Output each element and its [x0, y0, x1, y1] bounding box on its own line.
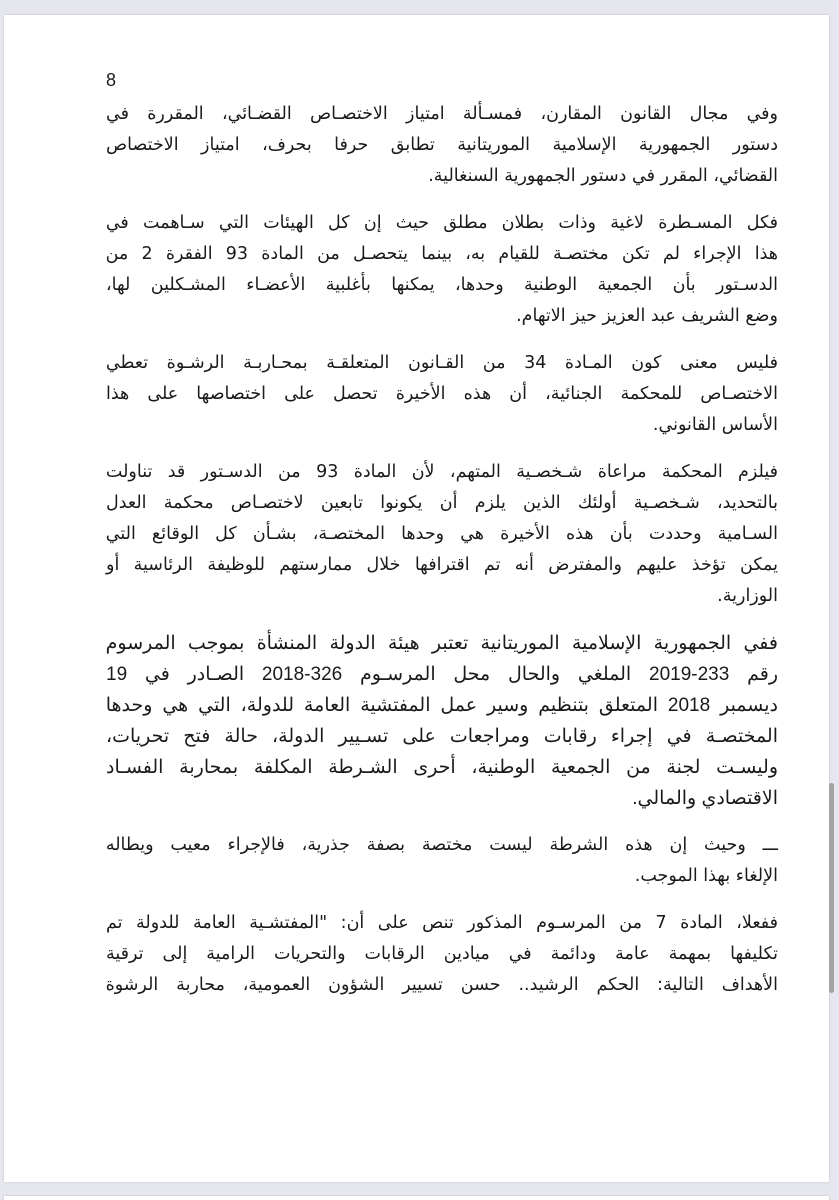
page-content [106, 99, 778, 1017]
paragraph-1 [106, 99, 778, 192]
text-line: وليسـت لجنة من الجمعية الوطنية، أحرى الشـرطة المكلفة بمحاربة الفسـاد [106, 757, 778, 778]
text-line: المختصـة في إجراء رقابات ومراجعات على تسـيير الدولة، حالة فتح تحريات، [106, 726, 778, 747]
text-line: فيلزم المحكمة مراعاة شـخصـية المتهم، لأن المادة 93 من الدسـتور قد تناولت [105, 462, 778, 482]
scrollbar-thumb[interactable] [829, 783, 834, 993]
text-line: الأهداف التالية: الحكم الرشيد.. حسن تسيير الشؤون العمومية، محاربة الرشوة [105, 975, 778, 995]
paragraph-4 [106, 457, 778, 612]
page-number: 8 [106, 70, 117, 90]
text-line: ديسمبر 2018 المتعلق بتنظيم وسير عمل المفتشية العامة للدولة، التي هي وحدها [105, 695, 778, 716]
text-line: القضائي، المقرر في دستور الجمهورية السنغالية. [428, 166, 778, 186]
text-line: تكليفها بمهمة عامة ودائمة في ميادين الرقابات والتحريات الرامية إلى ترقية [106, 944, 778, 964]
text-line: الدسـتور بأن الجمعية الوطنية وحدها، يمكنها بأغلبية الأعضـاء المشـكلين لها، [106, 275, 778, 295]
document-page [4, 15, 829, 1182]
text-line: الأساس القانوني. [652, 415, 778, 435]
text-line: فكل المسـطرة لاغية وذات بطلان مطلق حيث إن كل الهيئات التي سـاهمت في [105, 213, 778, 233]
text-line: رقم 233-2019 الملغي والحال محل المرسـوم 326-2018 الصـادر في 19 [106, 664, 778, 685]
paragraph-3 [106, 348, 778, 441]
text-line: الوزارية. [717, 586, 778, 606]
paragraph-5 [106, 628, 778, 814]
text-line: بالتحديد، شـخصـية أولئك الذين يلزم أن يكونوا تابعين لاختصـاص محكمة العدل [106, 493, 778, 513]
text-line: الاختصـاص للمحكمة الجنائية، أن هذه الأخيرة تحصل على اختصاصها على هذا [106, 384, 778, 404]
text-line: فليس معنى كون المـادة 34 من القـانون المتعلقـة بمحـاربـة الرشـوة تعطي [105, 353, 778, 373]
text-line: الاقتصادي والمالي. [632, 788, 778, 809]
text-line: وفي مجال القانون المقارن، فمسـألة امتياز الاختصـاص القضـائي، المقررة في [106, 104, 778, 124]
text-line: دستور الجمهورية الإسلامية الموريتانية تطابق حرفا بحرف، امتياز الاختصاص [106, 135, 778, 155]
vertical-scrollbar[interactable] [826, 15, 836, 1182]
text-line: ـــ وحيث إن هذه الشرطة ليست مختصة بصفة جذرية، فالإجراء معيب ويطاله [105, 835, 778, 855]
text-line: الإلغاء بهذا الموجب. [634, 866, 778, 886]
paragraph-6 [106, 830, 778, 892]
text-line: ففعلا، المادة 7 من المرسـوم المذكور تنص على أن: "المفتشـية العامة للدولة تم [106, 913, 778, 933]
next-page-edge [4, 1196, 829, 1200]
paragraph-2 [106, 208, 778, 332]
text-line: السـامية وحددت بأن هذه الأخيرة هي وحدها المختصـة، بشـأن كل الوقائع التي [105, 524, 778, 544]
paragraph-7 [106, 908, 778, 1001]
text-line: هذا الإجراء لم تكن مختصـة للقيام به، بينما يتحصـل من المادة 93 الفقرة 2 من [105, 244, 778, 264]
text-line: وضع الشريف عبد العزيز حيز الاتهام. [516, 306, 778, 326]
text-line: ففي الجمهورية الإسلامية الموريتانية تعتبر هيئة الدولة المنشأة بموجب المرسوم [105, 633, 778, 654]
text-line: يمكن تؤخذ عليهم والمفترض أنه تم اقترافها خلال ممارستهم للوظيفة الرئاسية أو [106, 555, 778, 575]
